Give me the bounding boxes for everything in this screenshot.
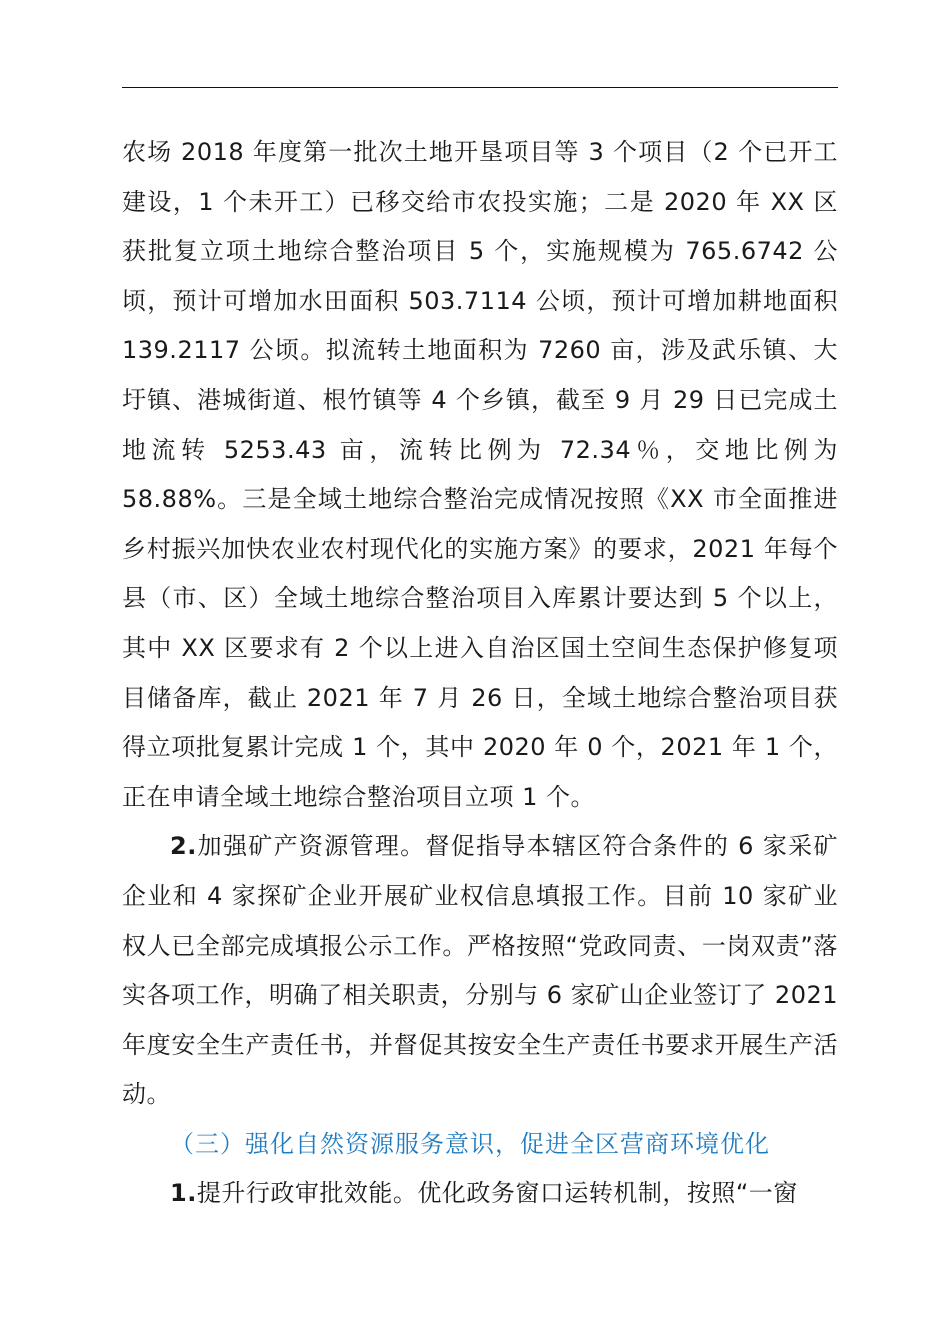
document-body [122,128,838,1219]
paragraph-text: 加强矿产资源管理。督促指导本辖区符合条件的 6 家采矿企业和 4 家探矿企业开展矿业权信息填报工作。目前 10 家矿业权人已全部完成填报公示工作。严格按照“党政同责、一岗双责”落实各项工作，明确了相关职责，分别与 6 家矿山企业签订了 2021 年度安全生产责任书，并督促其按安全生产责任书要求开展生产活动。 [122,832,838,1109]
paragraph-approval-efficiency [122,1169,838,1219]
paragraph-land-consolidation [122,128,838,822]
paragraph-text: 农场 2018 年度第一批次土地开垦项目等 3 个项目（2 个已开工建设，1 个未开工）已移交给市农投实施；二是 2020 年 XX 区获批复立项土地综合整治项目 5 个，实施规模为 765.6742 公顷，预计可增加水田面积 503.7114 公顷，预计可增加耕地面积 139.2117 公顷。拟流转土地面积为 7260 亩，涉及武乐镇、大圩镇、港城街道、根竹镇等 4 个乡镇，截至 9 月 29 日已完成土地流转 5253.43 亩，流转比例为 72.34％，交地比例为 58.88%。三是全域土地综合整治完成情况按照《XX 市全面推进乡村振兴加快农业农村现代化的实施方案》的要求，2021 年每个县（市、区）全域土地综合整治项目入库累计要达到 5 个以上，其中 XX 区要求有 2 个以上进入自治区国土空间生态保护修复项目储备库，截止 2021 年 7 月 26 日，全域土地综合整治项目获得立项批复累计完成 1 个，其中 2020 年 0 个，2021 年 1 个，正在申请全域土地综合整治项目立项 1 个。 [122,138,838,811]
item-number: 2. [170,832,197,861]
paragraph-text: 提升行政审批效能。优化政务窗口运转机制，按照“一窗 [196,1179,798,1208]
header-rule [122,87,838,88]
paragraph-mineral-management [122,822,838,1120]
section-heading: （三）强化自然资源服务意识，促进全区营商环境优化 [170,1129,770,1158]
item-number: 1. [170,1179,197,1208]
